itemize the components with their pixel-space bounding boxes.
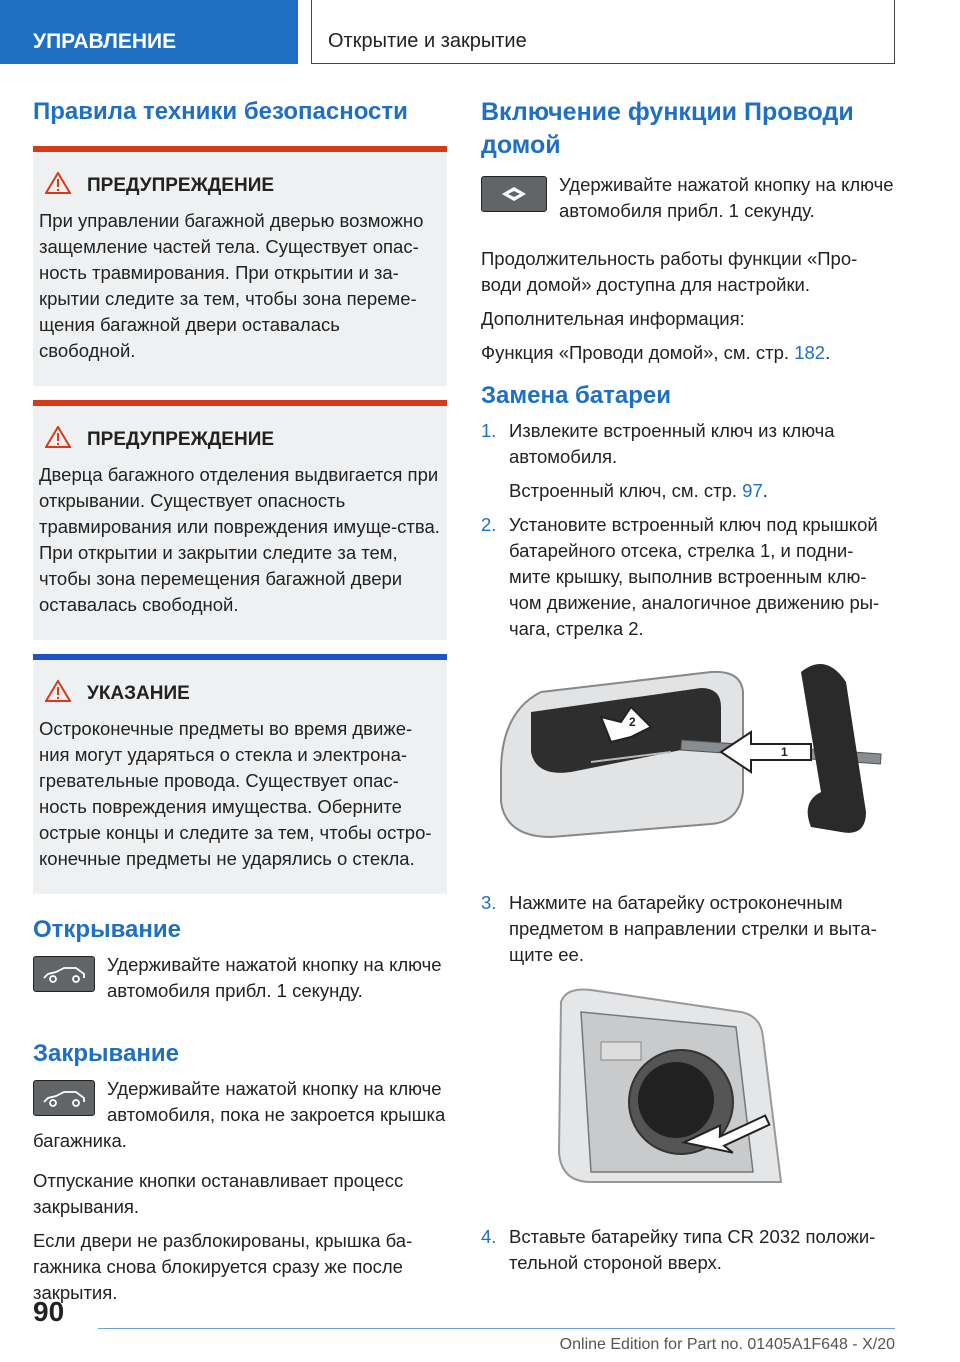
warning-header xyxy=(39,172,441,200)
left-column xyxy=(33,96,447,1314)
closing-title: Закрывание xyxy=(33,1040,179,1067)
step-number: 1. xyxy=(481,420,497,441)
follow-me-home-title: Включение функции Проводи домой xyxy=(481,98,854,159)
closing-text: Удерживайте нажатой кнопку на ключе автомобиля, пока не закроется крышка багажника. xyxy=(33,1078,446,1151)
notice-header xyxy=(39,680,441,708)
step-text: Вставьте батарейку типа CR 2032 положи-тельной стороной вверх. xyxy=(509,1226,876,1273)
warning-icon xyxy=(45,426,71,454)
follow-paragraph-3 xyxy=(481,340,895,366)
step-number: 2. xyxy=(481,514,497,535)
closing-paragraph-1: Отпускание кнопки останавливает процесс закрывания. xyxy=(33,1170,404,1217)
headlight-button-icon xyxy=(481,176,547,212)
header-section: УПРАВЛЕНИЕ xyxy=(0,0,298,64)
step-text: Установите встроенный ключ под крышкой батарейного отсека, стрелка 1, и подни-мите крышку, выполнив встроенным клю-чом движение, аналогичное движению ры-чага, стрелка 2. xyxy=(509,514,880,639)
follow-paragraph-2: Дополнительная информация: xyxy=(481,308,745,329)
closing-paragraph-2: Если двери не разблокированы, крышка ба-гажника снова блокируется сразу же после закрытия. xyxy=(33,1230,413,1303)
warning-box-1 xyxy=(33,146,447,386)
warning-box-2 xyxy=(33,400,447,640)
arrow-label-2: 2 xyxy=(629,715,636,729)
header-chapter: Открытие и закрытие xyxy=(311,0,895,64)
warning-icon xyxy=(45,172,71,200)
notice-icon xyxy=(45,680,71,708)
opening-text: Удерживайте нажатой кнопку на ключе автомобиля прибл. 1 секунду. xyxy=(107,954,442,1001)
step-number: 3. xyxy=(481,892,497,913)
opening-row xyxy=(33,952,447,1012)
notice-box xyxy=(33,654,447,894)
warning-label: ПРЕДУПРЕЖДЕНИЕ xyxy=(87,429,275,450)
follow-me-home-text: Удерживайте нажатой кнопку на ключе автомобиля прибл. 1 секунду. xyxy=(559,174,894,221)
right-column xyxy=(481,96,895,1284)
follow-me-home-row xyxy=(481,172,895,232)
step-text: Извлеките встроенный ключ из ключа автомобиля. xyxy=(509,420,835,467)
notice-label: УКАЗАНИЕ xyxy=(87,683,190,704)
warning-header xyxy=(39,426,441,454)
step-1 xyxy=(481,418,895,504)
opening-title: Открывание xyxy=(33,916,181,943)
notice-text: Остроконечные предметы во время движе-ния могут ударяться о стекла и электрона-греватeльные провода. Существует опас-ность повреждения имущества. Оберните острые концы и следите за тем, чтобы остро-конечные предметы не ударялись о стекла. xyxy=(39,718,432,869)
battery-title: Замена батареи xyxy=(481,382,672,409)
safety-title: Правила техники безопасности xyxy=(33,98,408,125)
footer-divider xyxy=(98,1328,895,1329)
battery-removal-illustration xyxy=(481,982,895,1202)
step-3 xyxy=(481,890,895,968)
key-battery-cover-illustration xyxy=(481,652,895,872)
closing-block xyxy=(33,1076,447,1154)
footer-edition: Online Edition for Part no. 01405A1F648 - X/20 xyxy=(559,1336,895,1353)
ref-text: Функция «Проводи домой», см. стр. xyxy=(481,342,795,363)
ref-punct: . xyxy=(825,342,831,363)
ref-text: Встроенный ключ, см. стр. xyxy=(509,480,743,501)
ref-punct: . xyxy=(762,480,768,501)
arrow-label-1: 1 xyxy=(781,745,788,759)
step-subtext xyxy=(509,478,895,504)
warning-text: Дверца багажного отделения выдвигается при открывании. Существует опасность травмирования или повреждения имуще-ства. При открытии и закрытии следите за тем, чтобы зона перемещения багажной двери оставалась свободной. xyxy=(39,464,440,615)
page-link-97[interactable]: 97 xyxy=(742,480,763,501)
page-link-182[interactable]: 182 xyxy=(794,342,826,363)
step-text: Нажмите на батарейку остроконечным предметом в направлении стрелки и выта-щите ее. xyxy=(509,892,877,965)
step-4 xyxy=(481,1224,895,1276)
car-trunk-button-icon xyxy=(33,956,95,992)
car-trunk-button-icon xyxy=(33,1080,95,1116)
warning-label: ПРЕДУПРЕЖДЕНИЕ xyxy=(87,175,275,196)
step-2 xyxy=(481,512,895,642)
warning-text: При управлении багажной дверью возможно защемление частей тела. Существует опас-ность травмирования. При открытии и за-крытии следите за тем, чтобы зона переме-щения багажной двери оставалась свободной. xyxy=(39,210,424,361)
step-number: 4. xyxy=(481,1226,497,1247)
page-number: 90 xyxy=(33,1296,65,1327)
follow-paragraph-1: Продолжительность работы функции «Про-води домой» доступна для настройки. xyxy=(481,248,858,295)
